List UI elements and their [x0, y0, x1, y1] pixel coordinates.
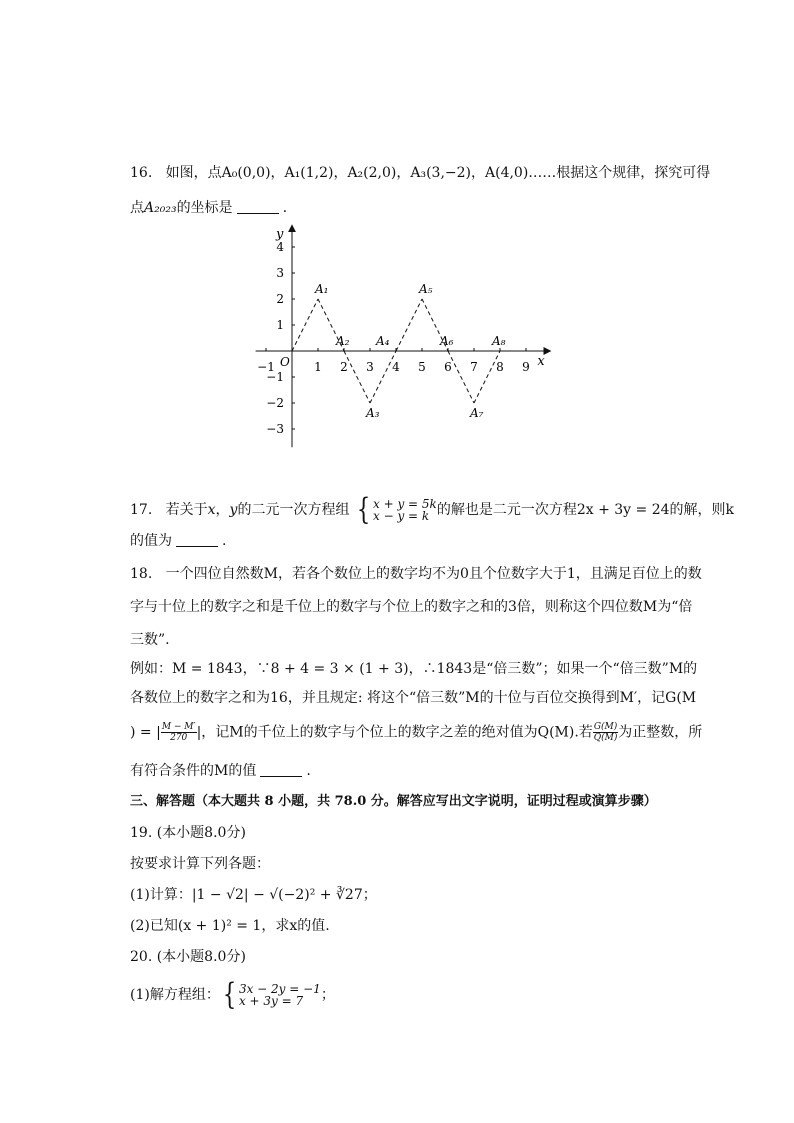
q17-answer-blank[interactable]	[176, 532, 218, 547]
point-label: A₃	[366, 406, 380, 420]
q18-line2: 字与十位上的数字之和是千位上的数字与个位上的数字之和的3倍，则称这个四位数M为“倍	[130, 599, 693, 615]
q20-part1-pre: (1)解方程组：	[130, 987, 220, 1003]
x-tick-label: 2	[340, 360, 348, 374]
zigzag-segment	[370, 351, 396, 403]
q17-number: 17.	[130, 502, 153, 518]
q16-number: 16.	[130, 165, 153, 181]
q19-part1: (1)计算：|1 − √2| − √(−2)² + ∛27；	[130, 887, 377, 903]
q20-part1-post: ；	[320, 987, 335, 1003]
y-tick-label: −1	[266, 370, 284, 384]
q20-system	[220, 977, 321, 1012]
zigzag-segment	[292, 299, 318, 351]
q18-answer-blank[interactable]	[260, 762, 302, 777]
q18-number: 18.	[130, 566, 153, 582]
q16-point: A₂₀₂₃	[144, 200, 177, 216]
q18-line4: 例如：M = 1843，∵8 + 4 = 3 × (1 + 3)，∴1843是“倍三数”；如果一个“倍三数”M的	[130, 661, 698, 677]
x-tick-label: 1	[314, 360, 322, 374]
q18-frac1-num: M − M′	[161, 722, 196, 732]
q17-eq1: x + y = 5k	[373, 497, 437, 511]
q18-fraction-1	[161, 722, 197, 743]
q18-line7	[130, 761, 311, 781]
q18-end: .	[306, 763, 311, 779]
point-label: A₆	[440, 334, 454, 348]
point-label: A₂	[336, 334, 350, 348]
q18-text1: 一个四位自然数M，若各个数位上的数字均不为0且个位数字大于1，且满足百位上的数	[165, 566, 702, 582]
q18-line1	[130, 564, 702, 584]
q18-line6-post: 为正整数，所	[618, 724, 703, 741]
q18-line7-text: 有符合条件的M的值	[130, 763, 257, 779]
q18-line6-mid: |，记M的千位上的数字与个位上的数字之差的绝对值为Q(M).若	[196, 724, 593, 741]
y-tick-label: 4	[276, 240, 284, 254]
section3-heading: 三、解答题（本大题共 8 小题，共 78.0 分。解答应写出文字说明，证明过程或演算步骤）	[130, 794, 657, 809]
zigzag-segment	[344, 351, 370, 403]
q17-line2	[130, 531, 226, 551]
q20-part1	[130, 977, 335, 1012]
q18-frac2-den: Q(M)	[593, 733, 618, 743]
q16-answer-blank[interactable]	[237, 199, 279, 214]
y-axis-label: y	[276, 227, 284, 243]
q19-part2: (2)已知(x + 1)² = 1，求x的值.	[130, 918, 330, 934]
q18-line3: 三数”.	[130, 632, 170, 648]
origin-label: O	[280, 355, 290, 369]
y-tick-label: 2	[276, 292, 284, 306]
q20-brace: {	[222, 977, 237, 1012]
q20-eq1: 3x − 2y = −1	[238, 982, 321, 996]
q18-frac1-den: 270	[170, 733, 188, 743]
q16-line2-post: 的坐标是	[176, 200, 233, 216]
q18-fraction-2	[593, 722, 618, 743]
point-label: A₄	[376, 334, 390, 348]
q16-text: 如图，点A₀(0,0)，A₁(1,2)，A₂(2,0)，A₃(3,−2)，A(4,0)……根据这个规律，探究可得	[165, 165, 711, 181]
x-tick-label: 5	[418, 360, 426, 374]
q16-line2-pre: 点	[130, 200, 144, 216]
point-label: A₇	[470, 406, 484, 420]
y-tick-label: −2	[266, 396, 284, 410]
y-tick-label: 1	[276, 318, 284, 332]
point-label: A₈	[492, 334, 506, 348]
q18-frac2-num: G(M)	[593, 722, 618, 732]
point-label: A₅	[419, 282, 433, 296]
x-tick-label: 3	[366, 360, 374, 374]
y-tick-label: −3	[266, 422, 284, 436]
q17-sep: ，	[215, 502, 230, 518]
x-tick-label: 9	[522, 360, 530, 374]
zigzag-chart	[240, 220, 560, 455]
q19-intro: 按要求计算下列各题：	[130, 856, 270, 872]
q17-pre: 若关于	[165, 502, 208, 518]
x-axis-label: x	[537, 354, 545, 369]
x-tick-label: 4	[392, 360, 400, 374]
x-tick-label: −1	[257, 360, 275, 374]
q17-brace: {	[356, 492, 371, 527]
q17-mid: 的二元一次方程组	[237, 502, 350, 518]
q16-line1	[130, 163, 710, 183]
zigzag-segment	[448, 351, 474, 403]
q17-var-x: x	[207, 502, 216, 518]
q17-var-y: y	[229, 502, 238, 518]
q18-line6	[130, 722, 702, 743]
x-tick-label: 7	[470, 360, 478, 374]
q20-header: 20. (本小题8.0分)	[130, 949, 246, 965]
q17-line2-text: 的值为	[130, 533, 172, 549]
zigzag-segment	[396, 299, 422, 351]
q18-line5: 各数位上的数字之和为16，并且规定: 将这个“倍三数”M的十位与百位交换得到M′，记G(M	[130, 690, 697, 706]
q17-eq2: x − y = k	[373, 509, 430, 523]
y-tick-label: 3	[276, 266, 284, 280]
q20-eq2: x + 3y = 7	[238, 994, 304, 1008]
zigzag-segment	[474, 351, 500, 403]
q17-end: .	[222, 533, 227, 549]
q17-system	[354, 492, 437, 527]
q16-line2	[130, 198, 287, 218]
q18-line6-pre: ) = |	[130, 724, 161, 741]
x-tick-label: 6	[444, 360, 452, 374]
q19-header: 19. (本小题8.0分)	[130, 825, 246, 841]
q16-end: .	[282, 200, 288, 216]
x-tick-label: 8	[496, 360, 504, 374]
q17-post: 的解也是二元一次方程2x + 3y = 24的解，则k	[436, 502, 735, 518]
q17-line1	[130, 492, 735, 527]
point-label: A₁	[315, 282, 329, 296]
